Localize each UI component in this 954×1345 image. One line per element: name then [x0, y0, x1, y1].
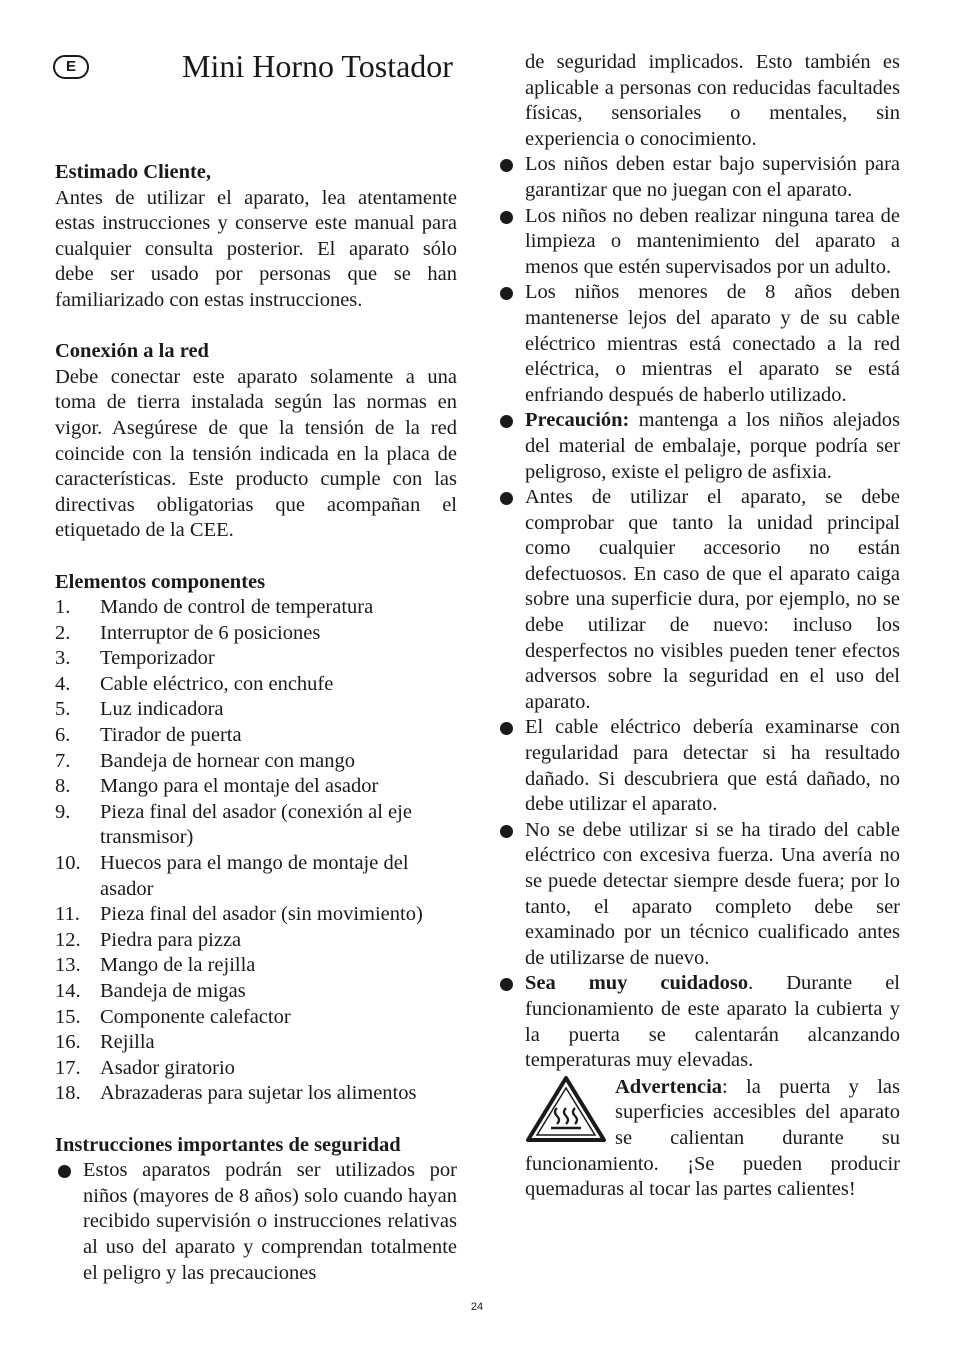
bullet-icon [497, 408, 525, 485]
list-item-number: 4. [55, 672, 71, 695]
bullet-icon [497, 204, 525, 281]
bullet-icon [55, 1158, 83, 1286]
bullet-text [525, 152, 900, 203]
bullet-body: mantenga a los niños alejados del material de embalaje, porque podría ser peligroso, existe el peligro de asfixia. [525, 409, 900, 483]
bullet-text [525, 715, 900, 817]
list-item-number: 13. [55, 954, 81, 977]
list-item [497, 280, 900, 408]
list-item-number: 14. [55, 980, 81, 1002]
list-item [55, 621, 457, 647]
list-item-number: 2. [55, 621, 71, 644]
safety-heading: Instrucciones importantes de seguridad [55, 1133, 401, 1156]
components-list [55, 595, 457, 1107]
list-item-number: 15. [55, 1005, 81, 1028]
list-item-label: Abrazaderas para sujetar los alimentos [100, 1082, 417, 1105]
list-item-label: Mango para el montaje del asador [100, 775, 379, 798]
list-item [55, 595, 457, 621]
components-heading: Elementos componentes [55, 570, 266, 593]
bullet-text [525, 485, 900, 715]
list-item [55, 902, 457, 928]
list-item [55, 646, 457, 672]
list-item [55, 1056, 457, 1082]
bullet-body: El cable eléctrico debería examinarse con regularidad para detectar si ha resultado dañado. Si descubriera que está dañado, no debe utilizar el aparato. [525, 716, 900, 816]
page-title: Mini Horno Tostador [182, 48, 453, 84]
list-item-label: Bandeja de migas [100, 980, 246, 1002]
list-item-label: Mando de control de temperatura [100, 596, 374, 619]
bullet-icon [497, 485, 525, 715]
bullet-icon [497, 280, 525, 408]
list-item [55, 1005, 457, 1031]
list-item [55, 979, 457, 1005]
bullet-body: Antes de utilizar el aparato, se debe comprobar que tanto la unidad principal como cualquier accesorio no están defectuosos. En caso de que el aparato caiga sobre una superficie dura, por ejemplo, no se debe utilizar de nuevo: incluso los desperfectos no visibles pueden tener efectos adversos sobre la seguridad en el uso del aparato. [525, 486, 900, 713]
list-item [55, 1030, 457, 1056]
bullet-text [525, 204, 900, 281]
bullet-continuation-text: de seguridad implicados. Esto también es aplicable a personas con reducidas facultades físicas, sensoriales o mentales, sin experiencia o conocimiento. [525, 51, 900, 150]
language-badge: E [53, 55, 89, 79]
bullet-body: Los niños menores de 8 años deben mantenerse lejos del aparato y de su cable eléctrico mientras está conectado a la red eléctrica, o mientras el aparato se está enfriando después de haberlo utilizado. [525, 281, 900, 406]
hot-surface-warning-icon [525, 1075, 607, 1143]
list-item [55, 800, 457, 851]
list-item [497, 152, 900, 203]
bullet-bold-label: Precaución: [525, 409, 630, 432]
list-item [497, 408, 900, 485]
bullet-icon [497, 152, 525, 203]
safety-first-list [55, 1158, 457, 1286]
list-item [55, 953, 457, 979]
list-item [55, 672, 457, 698]
greeting-text: Antes de utilizar el aparato, lea atentamente estas instrucciones y conserve este manual para cualquier consulta posterior. El aparato sólo debe ser usado por personas que se han familiarizado con estas instrucciones. [55, 186, 457, 311]
list-item [497, 204, 900, 281]
bullet-icon [497, 971, 525, 1073]
list-item-number: 11. [55, 903, 80, 926]
right-column [497, 50, 900, 1203]
list-item-number: 16. [55, 1031, 81, 1054]
list-item-label: Cable eléctrico, con enchufe [100, 672, 334, 695]
list-item-label: Tirador de puerta [100, 724, 242, 747]
list-item-label: Huecos para el mango de montaje del asador [100, 852, 409, 900]
list-item [55, 749, 457, 775]
list-item [497, 715, 900, 817]
list-item-label: Luz indicadora [100, 698, 224, 721]
list-item-label: Rejilla [100, 1031, 155, 1054]
connection-text: Debe conectar este aparato solamente a una toma de tierra instalada según las normas en vigor. Asegúrese de que la tensión de la red coincide con la tensión indicada en la placa de características. Este producto cumple con las directivas obligatorias que acompañan el etiquetado de la CEE. [55, 365, 457, 542]
bullet-body: Los niños no deben realizar ninguna tarea de limpieza o mantenimiento del aparato a menos que estén supervisados por un adulto. [525, 204, 900, 278]
list-item-number: 9. [55, 800, 71, 823]
list-item [55, 774, 457, 800]
list-item [55, 1158, 457, 1286]
list-item [497, 485, 900, 715]
list-item-label: Asador giratorio [100, 1056, 235, 1079]
list-item-label: Bandeja de hornear con mango [100, 749, 356, 772]
list-item [55, 851, 457, 902]
list-item [497, 818, 900, 972]
left-column [55, 160, 457, 1286]
greeting-section [55, 160, 457, 314]
list-item-number: 5. [55, 698, 71, 721]
list-item-label: Pieza final del asador (conexión al eje transmisor) [100, 800, 412, 849]
warning-block [497, 1075, 900, 1203]
list-item-number: 6. [55, 724, 71, 747]
connection-section [55, 339, 457, 544]
connection-heading: Conexión a la red [55, 340, 209, 363]
list-item-number: 17. [55, 1056, 81, 1079]
bullet-text [525, 971, 900, 1073]
list-item-number: 8. [55, 775, 71, 798]
list-item-label: Interruptor de 6 posiciones [100, 621, 321, 644]
list-item [55, 697, 457, 723]
list-item-number: 12. [55, 928, 81, 951]
list-item-label: Componente calefactor [100, 1005, 291, 1028]
list-item [55, 1081, 457, 1107]
warning-body: : la puerta y las superficies accesibles del aparato se calientan durante su funcionamiento. ¡Se pueden producir quemaduras al tocar las partes calientes! [525, 1075, 900, 1201]
bullet-text: Estos aparatos podrán ser utilizados por niños (mayores de 8 años) solo cuando hayan recibido supervisión o instrucciones relativas al uso del aparato y comprendan totalmente el peligro y las precauciones [83, 1159, 457, 1284]
components-section [55, 570, 457, 1107]
greeting-heading: Estimado Cliente, [55, 161, 212, 183]
list-item-label: Mango de la rejilla [100, 954, 256, 977]
list-item-label: Pieza final del asador (sin movimiento) [100, 903, 423, 926]
list-item-number: 1. [55, 596, 71, 619]
bullet-body: No se debe utilizar si se ha tirado del cable eléctrico con excesiva fuerza. Una avería no se puede detectar siempre desde fuera; por lo tanto, el aparato completo debe ser examinado por un técnico cualificado antes de utilizarse de nuevo. [525, 818, 900, 969]
bullet-icon [497, 818, 525, 972]
list-item-number: 7. [55, 749, 71, 772]
bullet-text [525, 408, 900, 485]
safety-section [55, 1133, 457, 1287]
list-item [55, 723, 457, 749]
bullet-text [525, 280, 900, 408]
bullet-icon [497, 715, 525, 817]
warning-label: Advertencia [615, 1075, 723, 1098]
list-item-number: 10. [55, 852, 81, 875]
bullet-bold-label: Sea muy cuidadoso [525, 972, 749, 995]
safety-bullet-list [497, 152, 900, 1073]
list-item [55, 928, 457, 954]
list-item-label: Piedra para pizza [100, 928, 242, 951]
list-item-number: 3. [55, 647, 71, 670]
bullet-body: Los niños deben estar bajo supervisión para garantizar que no juegan con el aparato. [525, 153, 900, 201]
list-item [497, 971, 900, 1073]
list-item-number: 18. [55, 1082, 81, 1105]
page-number: 24 [470, 1301, 484, 1313]
bullet-body: . Durante el funcionamiento de este aparato la cubierta y la puerta se calentarán alcanzando temperaturas muy elevadas. [525, 972, 900, 1072]
bullet-text [525, 818, 900, 972]
list-item-label: Temporizador [100, 647, 215, 670]
